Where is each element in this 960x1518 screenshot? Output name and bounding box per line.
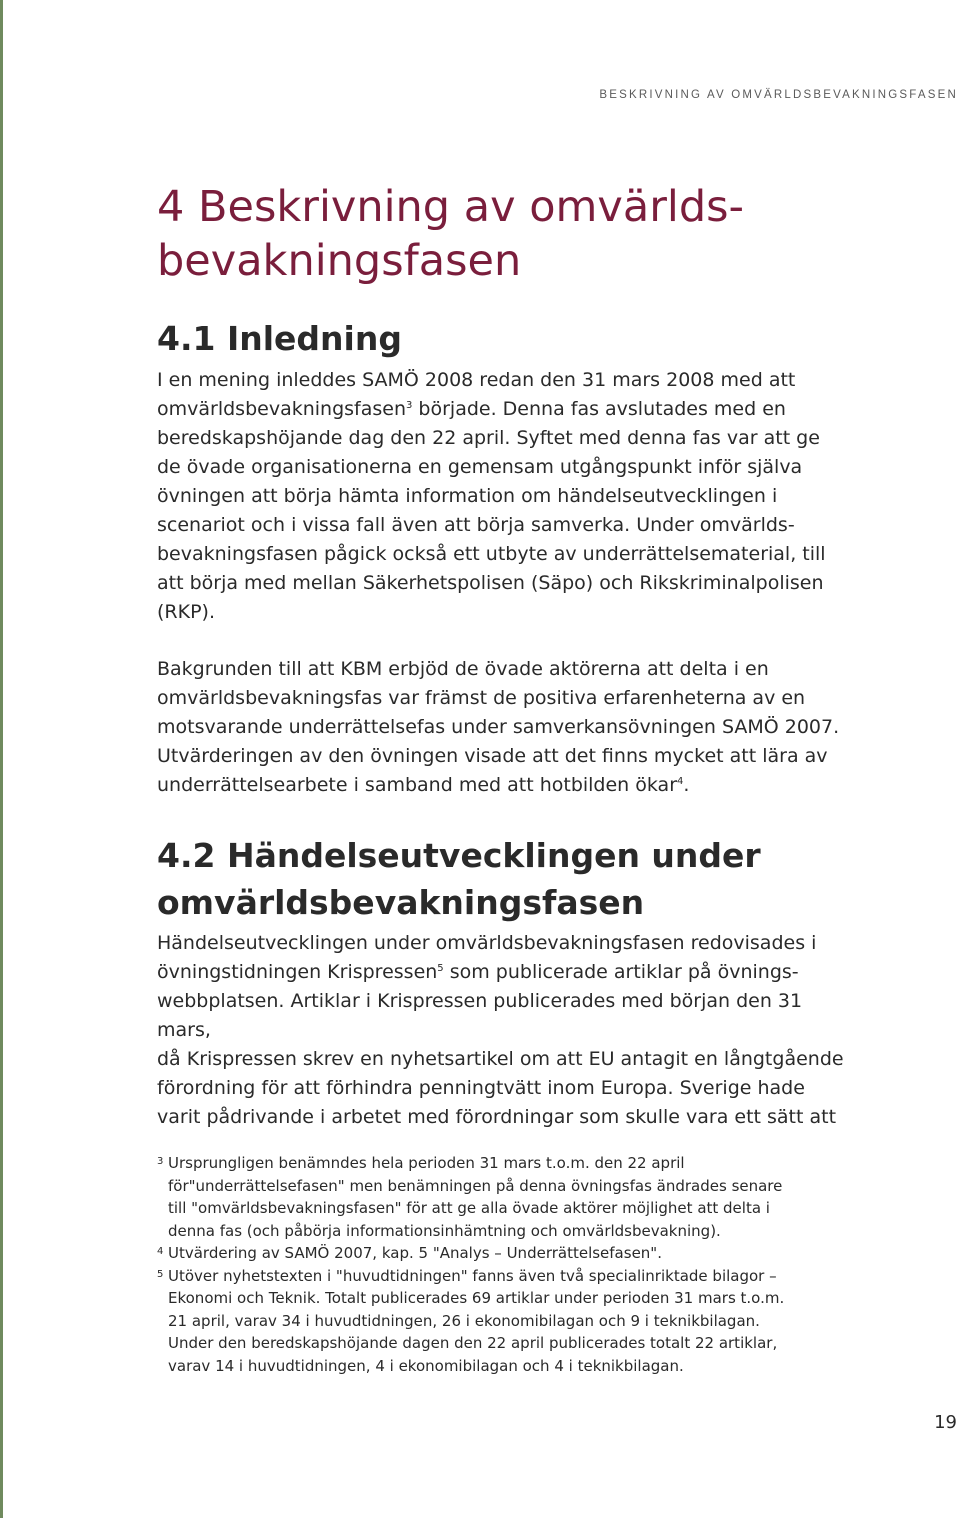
- text-line: att börja med mellan Säkerhetspolisen (Säpo) och Rikskriminalpolisen: [157, 572, 824, 594]
- footnote-line: Ekonomi och Teknik. Totalt publicerades 69 artiklar under perioden 31 mars t.o.m.: [168, 1289, 785, 1307]
- chapter-title-line-1: 4 Beskrivning av omvärlds-: [157, 182, 745, 232]
- footnote-number: 3: [157, 1156, 164, 1167]
- footnote-line: Utvärdering av SAMÖ 2007, kap. 5 "Analys – Underrättelsefasen".: [168, 1244, 662, 1262]
- text-line: omvärldsbevakningsfas var främst de positiva erfarenheterna av en: [157, 687, 806, 709]
- text-line: förordning för att förhindra penningtvätt inom Europa. Sverige hade: [157, 1077, 805, 1099]
- footnote-3: [157, 1152, 837, 1242]
- footnote-line: för"underrättelsefasen" men benämningen på denna övningsfas ändrades senare: [168, 1176, 783, 1195]
- text-line: bevakningsfasen pågick också ett utbyte av underrättelsematerial, till: [157, 543, 826, 565]
- section-1-paragraph-2: [157, 655, 857, 800]
- footnote-4: [157, 1242, 837, 1265]
- page-number: 19: [934, 1412, 957, 1433]
- text-line: webbplatsen. Artiklar i Krispressen publicerades med början den 31 mars,: [157, 990, 803, 1041]
- text-line: varit pådrivande i arbetet med förordningar som skulle vara ett sätt att: [157, 1106, 837, 1128]
- footnote-line: varav 14 i huvudtidningen, 4 i ekonomibilagan och 4 i teknikbilagan.: [168, 1356, 684, 1375]
- footnote-line: Ursprungligen benämndes hela perioden 31 mars t.o.m. den 22 april: [168, 1154, 685, 1172]
- text-line: övningen att börja hämta information om händelseutvecklingen i: [157, 485, 778, 507]
- section-heading-4-2: [157, 832, 917, 926]
- text-line: motsvarande underrättelsefas under samverkansövningen SAMÖ 2007.: [157, 716, 840, 738]
- text-line: I en mening inleddes SAMÖ 2008 redan den 31 mars 2008 med att: [157, 369, 796, 391]
- text-line-fragment: som publicerade artiklar på övnings-: [443, 961, 799, 983]
- text-line-fragment: omvärldsbevakningsfasen: [157, 398, 406, 420]
- footnote-ref-5[interactable]: 5: [437, 963, 444, 974]
- footnote-line: Under den beredskapshöjande dagen den 22 april publicerades totalt 22 artiklar,: [168, 1334, 778, 1352]
- footnote-5: [157, 1265, 837, 1378]
- text-line-fragment: övningstidningen Krispressen: [157, 961, 438, 983]
- section-heading-line-1: 4.2 Händelseutvecklingen under: [157, 836, 761, 875]
- text-line: Bakgrunden till att KBM erbjöd de övade aktörerna att delta i en: [157, 658, 769, 680]
- text-line-fragment: började. Denna fas avslutades med en: [412, 398, 786, 420]
- chapter-title-line-2: bevakningsfasen: [157, 236, 522, 286]
- footnote-ref-3[interactable]: 3: [406, 400, 413, 411]
- text-line: de övade organisationerna en gemensam utgångspunkt inför själva: [157, 456, 803, 478]
- footnote-ref-4[interactable]: 4: [677, 776, 684, 787]
- text-line: Utvärderingen av den övningen visade att det finns mycket att lära av: [157, 745, 828, 767]
- text-line: beredskapshöjande dag den 22 april. Syftet med denna fas var att ge: [157, 427, 820, 449]
- footnote-line: Utöver nyhetstexten i "huvudtidningen" fanns även två specialinriktade bilagor –: [168, 1266, 777, 1285]
- footnote-text: [168, 1152, 837, 1242]
- chapter-title: [157, 180, 877, 288]
- text-line-fragment: .: [683, 774, 690, 796]
- footnote-line: denna fas (och påbörja informationsinhämtning och omvärldsbevakning).: [168, 1221, 721, 1240]
- text-line: Händelseutvecklingen under omvärldsbevakningsfasen redovisades i: [157, 932, 817, 954]
- footnote-text: [168, 1242, 837, 1265]
- footnote-line: till "omvärldsbevakningsfasen" för att ge alla övade aktörer möjlighet att delta i: [168, 1199, 770, 1217]
- section-1-paragraph-1: [157, 366, 857, 627]
- footnotes: [157, 1152, 837, 1377]
- footnote-number: 5: [157, 1268, 164, 1280]
- footnote-number: 4: [157, 1246, 164, 1257]
- section-2-paragraph-1: [157, 929, 857, 1132]
- text-line-fragment: underrättelsearbete i samband med att hotbilden ökar: [157, 774, 678, 796]
- running-head: BESKRIVNING AV OMVÄRLDSBEVAKNINGSFASEN: [599, 89, 958, 101]
- page-edge-strip: [0, 0, 3, 1518]
- footnote-text: [168, 1265, 837, 1378]
- text-line: då Krispressen skrev en nyhetsartikel om att EU antagit en långtgående: [157, 1048, 844, 1070]
- section-heading-4-1: 4.1 Inledning: [157, 319, 402, 358]
- text-line: scenariot och i vissa fall även att börja samverka. Under omvärlds-: [157, 514, 795, 536]
- section-heading-line-2: omvärldsbevakningsfasen: [157, 883, 645, 922]
- footnote-line: 21 april, varav 34 i huvudtidningen, 26 i ekonomibilagan och 9 i teknikbilagan.: [168, 1311, 760, 1330]
- text-line: (RKP).: [157, 601, 215, 623]
